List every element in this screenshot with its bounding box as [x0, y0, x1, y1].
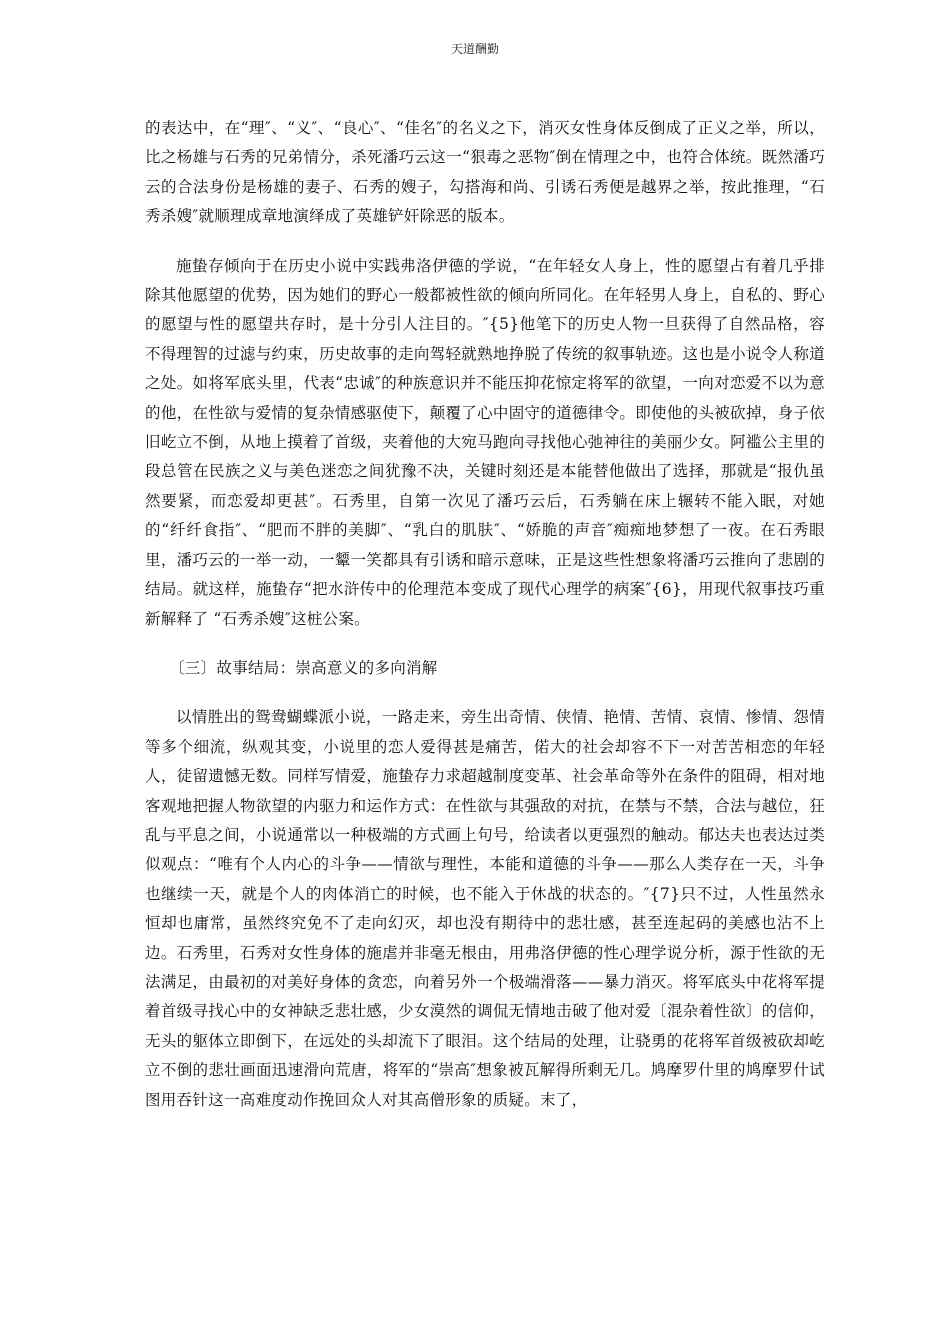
paragraph-gap [145, 634, 825, 654]
paragraph-gap [145, 683, 825, 703]
paragraph-story-ending: 以情胜出的鸳鸯蝴蝶派小说，一路走来，旁生出奇情、侠情、艳情、苦情、哀情、惨情、怨情等多个细流，纵观其变，小说里的恋人爱得甚是痛苦，偌大的社会却容不下一对苦苦相恋的年轻人，徒留遗憾无数。同样写情爱，施蛰存力求超越制度变革、社会革命等外在条件的阻碍，相对地客观地把握人物欲望的内驱力和运作方式：在性欲与其强敌的对抗，在禁与不禁，合法与越位，狂乱与平息之间，小说通常以一种极端的方式画上句号，给读者以更强烈的触动。郁达夫也表达过类似观点：“唯有个人内心的斗争——情欲与理性，本能和道德的斗争——那么人类存在一天，斗争也继续一天，就是个人的肉体消亡的时候，也不能入于休战的状态的。″{7}只不过，人性虽然永恒却也庸常，虽然终究免不了走向幻灭，却也没有期待中的悲壮感，甚至连起码的美感也沾不上边。石秀里，石秀对女性身体的施虐并非毫无根由，用弗洛伊德的性心理学说分析，源于性欲的无法满足，由最初的对美好身体的贪恋，向着另外一个极端滑落——暴力消灭。将军底头中花将军提着首级寻找心中的女神缺乏悲壮感，少女漠然的调侃无情地击破了他对爱〔混杂着性欲〕的信仰，无头的躯体立即倒下，在远处的头却流下了眼泪。这个结局的处理，让骁勇的花将军首级被砍却屹立不倒的悲壮画面迅速滑向荒唐，将军的“崇高″想象被瓦解得所剩无几。鸠摩罗什里的鸠摩罗什试图用吞针这一高难度动作挽回众人对其高僧形象的质疑。末了， [145, 708, 825, 1109]
document-body [145, 114, 825, 1115]
page-header: 天道酬勤 [450, 42, 499, 56]
paragraph-continued: 的表达中，在“理″、“义″、“良心″、“佳名″的名义之下，消灭女性身体反倒成了正义之举，所以，比之杨雄与石秀的兄弟情分，杀死潘巧云这一“狠毒之恶物″倒在情理之中，也符合体统。既然潘巧云的合法身份是杨雄的妻子、石秀的嫂子，勾搭海和尚、引诱石秀便是越界之举，按此推理，“石秀杀嫂″就顺理成章地演绎成了英雄铲奸除恶的版本。 [145, 119, 825, 226]
paragraph-freud-theory: 施蛰存倾向于在历史小说中实践弗洛伊德的学说，“在年轻女人身上，性的愿望占有着几乎排除其他愿望的优势，因为她们的野心一般都被性欲的倾向所同化。在年轻男人身上，自私的、野心的愿望与性的愿望共存时，是十分引人注目的。″{5}他笔下的历史人物一旦获得了自然品格，容不得理智的过滤与约束，历史故事的走向驾轻就熟地挣脱了传统的叙事轨迹。这也是小说令人称道之处。如将军底头里，代表“忠诚″的种族意识并不能压抑花惊定将军的欲望，一向对恋爱不以为意的他，在性欲与爱情的复杂情感驱使下，颠覆了心中固守的道德律令。即使他的头被砍掉，身子依旧屹立不倒，从地上摸着了首级，夹着他的大宛马跑向寻找他心弛神往的美丽少女。阿褴公主里的段总管在民族之义与美色迷恋之间犹豫不决，关键时刻还是本能替他做出了选择，那就是“报仇虽然要紧，而恋爱却更甚″。石秀里，自第一次见了潘巧云后，石秀躺在床上辗转不能入眠，对她的“纤纤食指″、“肥而不胖的美脚″、“乳白的肌肤″、“娇脆的声音″痴痴地梦想了一夜。在石秀眼里，潘巧云的一举一动，一颦一笑都具有引诱和暗示意味，正是这些性想象将潘巧云推向了悲剧的结局。就这样，施蛰存“把水浒传中的伦理范本变成了现代心理学的病案″{6}，用现代叙事技巧重新解释了 “石秀杀嫂″这桩公案。 [145, 256, 825, 628]
section-heading: 〔三〕故事结局：崇高意义的多向消解 [169, 658, 438, 677]
paragraph-gap [145, 232, 825, 252]
